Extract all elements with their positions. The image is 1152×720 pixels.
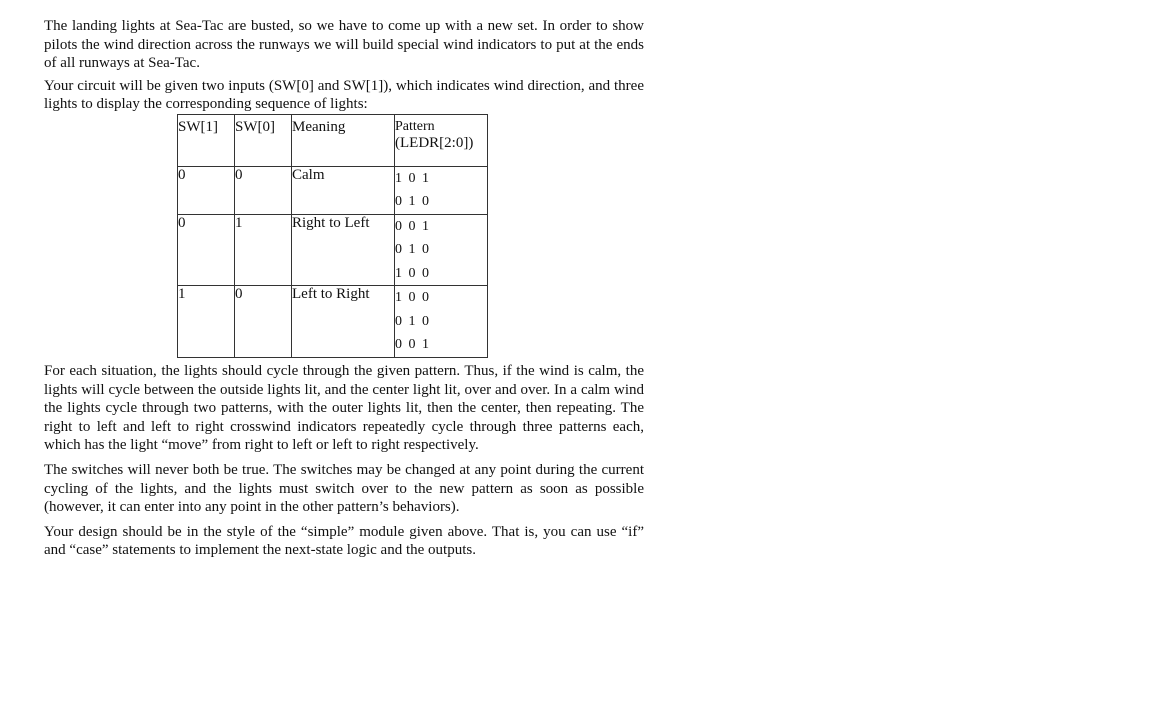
header-pattern	[395, 114, 488, 166]
table-row	[178, 166, 488, 214]
light-pattern-table	[177, 114, 488, 358]
header-sw0: SW[0]	[235, 114, 292, 166]
row-left-to-right-meaning: Left to Right	[292, 286, 395, 358]
row-right-to-left-sw0: 1	[235, 214, 292, 286]
pattern-step: 0 1 0	[395, 313, 431, 329]
document-page	[44, 17, 644, 560]
pattern-step: 0 1 0	[395, 242, 431, 258]
row-calm-meaning: Calm	[292, 166, 395, 214]
table-row	[178, 214, 488, 286]
intro-paragraph: The landing lights at Sea-Tac are busted, so we have to come up with a new set. In order to show pilots the wind direction across the runways we will build special wind indicators to put at the ends of all runways at Sea-Tac.	[44, 18, 644, 72]
row-left-to-right-sw0: 0	[235, 286, 292, 358]
row-calm-pattern	[395, 166, 488, 214]
pattern-step: 0 1 0	[395, 194, 431, 210]
header-pattern-subtitle: (LEDR[2:0])	[395, 134, 474, 151]
row-calm-sw0: 0	[235, 166, 292, 214]
row-right-to-left-pattern	[395, 214, 488, 286]
row-right-to-left-sw1: 0	[178, 214, 235, 286]
table-row	[178, 286, 488, 358]
header-sw1: SW[1]	[178, 114, 235, 166]
header-pattern-title: Pattern	[395, 118, 435, 134]
pattern-step: 1 0 0	[395, 265, 431, 281]
header-meaning: Meaning	[292, 114, 395, 166]
pattern-step: 1 0 1	[395, 170, 431, 186]
row-left-to-right-sw1: 1	[178, 286, 235, 358]
table-header-row	[178, 114, 488, 166]
cycle-explanation-paragraph: For each situation, the lights should cycle through the given pattern. Thus, if the wind is calm, the lights will cycle between the outside lights lit, and the center light lit, over and over. In a calm wind the lights cycle through two patterns, with the outer lights lit, then the center, then repeating. The right to left and left to right crosswind indicators repeatedly cycle through three patterns each, which has the light “move” from right to left or left to right respectively.	[44, 362, 644, 454]
row-calm-sw1: 0	[178, 166, 235, 214]
row-left-to-right-pattern	[395, 286, 488, 358]
switch-behavior-paragraph: The switches will never both be true. The switches may be changed at any point during the current cycling of the lights, and the lights must switch over to the new pattern as soon as possible (however, it can enter into any point in the other pattern’s behaviors).	[44, 461, 644, 516]
pattern-step: 0 0 1	[395, 218, 431, 234]
design-style-paragraph: Your design should be in the style of the “simple” module given above. That is, you can use “if” and “case” statements to implement the next-state logic and the outputs.	[44, 523, 644, 559]
row-right-to-left-meaning: Right to Left	[292, 214, 395, 286]
pattern-step: 0 0 1	[395, 337, 431, 353]
pattern-step: 1 0 0	[395, 290, 431, 306]
inputs-paragraph: Your circuit will be given two inputs (SW[0] and SW[1]), which indicates wind direction, and three lights to display the corresponding sequence of lights:	[44, 77, 644, 113]
